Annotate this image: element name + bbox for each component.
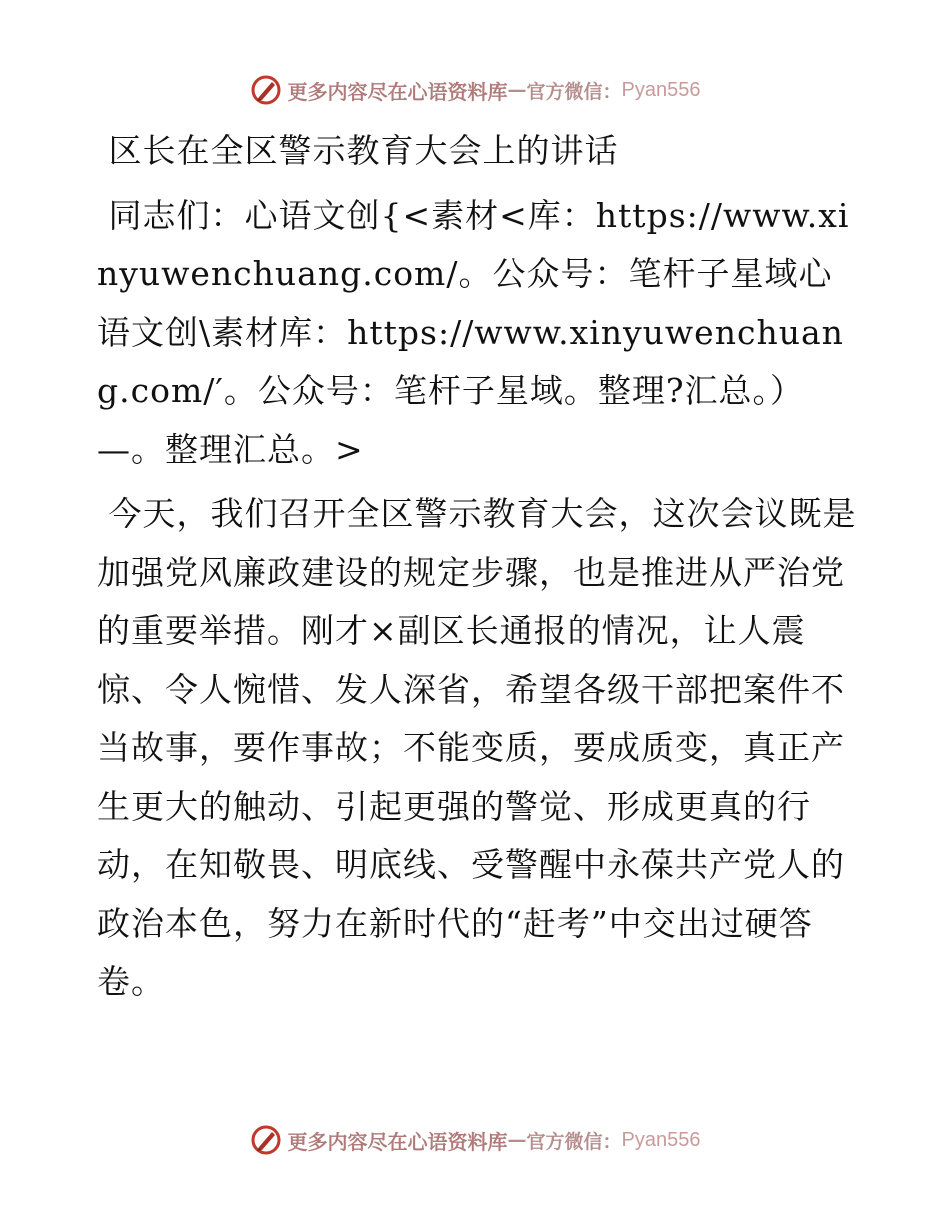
pen-logo-icon: [250, 74, 282, 106]
intro-paragraph: 同志们：心语文创{<素材<库：https://www.xinyuwenchuang.com/。公众号：笔杆子星域心语文创\素材库：https://www.xinyuwenchuang.com/′。公众号：笔杆子星域。整理?汇总。）—。整理汇总。>: [97, 195, 850, 469]
banner-wechat-label: 官方微信：: [526, 1130, 622, 1153]
document-content: [97, 122, 857, 1012]
body-paragraph: 今天，我们召开全区警示教育大会，这次会议既是加强党风廉政建设的规定步骤，也是推进从严治党的重要举措。刚才×副区长通报的情况，让人震惊、令人惋惜、发人深省，希望各级干部把案件不当故事，要作事故；不能变质，要成质变，真正产生更大的触动、引起更强的警觉、形成更真的行动，在知敬畏、明底线、受警醒中永葆共产党人的政治本色，努力在新时代的“赶考”中交出过硬答卷。: [97, 494, 857, 1001]
banner-wechat-id: Pyan556: [621, 78, 701, 101]
header-banner: [0, 70, 950, 110]
document-title: 区长在全区警示教育大会上的讲话: [97, 131, 619, 170]
banner-wechat-label: 官方微信：: [526, 80, 622, 103]
banner-main-text: 更多内容尽在心语资料库: [287, 79, 508, 104]
banner-separator: —: [507, 1129, 527, 1151]
pen-logo-icon: [250, 1124, 282, 1156]
footer-banner: [0, 1120, 950, 1160]
banner-main-text: 更多内容尽在心语资料库: [287, 1129, 508, 1154]
banner-wechat-id: Pyan556: [621, 1128, 701, 1151]
banner-separator: —: [507, 79, 527, 101]
